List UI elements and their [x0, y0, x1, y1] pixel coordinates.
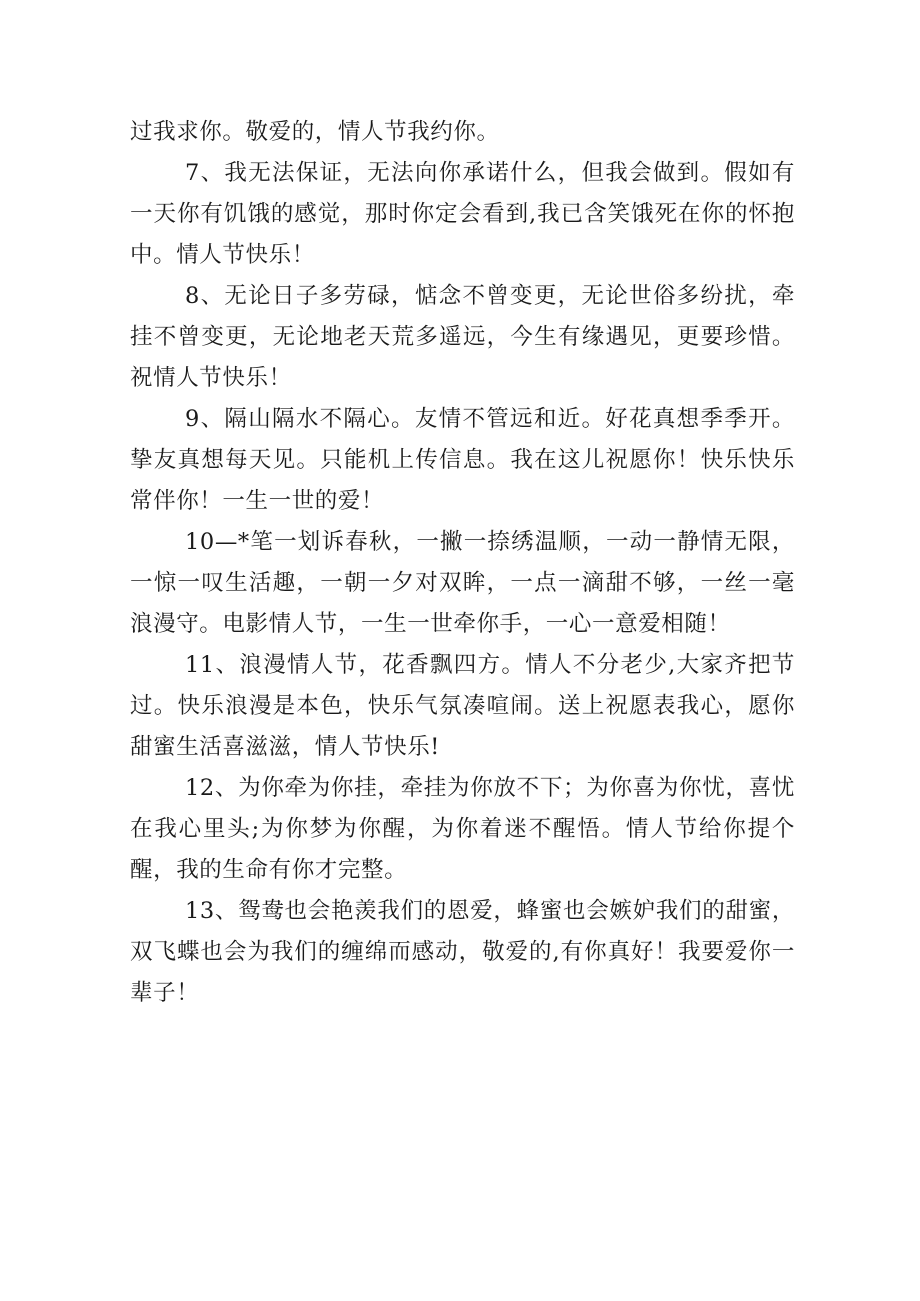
paragraph-item-7: 7、我无法保证，无法向你承诺什么，但我会做到。假如有一天你有饥饿的感觉，那时你定会看到,我已含笑饿死在你的怀抱中。情人节快乐！ — [130, 160, 795, 268]
paragraph-item-13: 13、鸳鸯也会艳羡我们的恩爱，蜂蜜也会嫉妒我们的甜蜜，双飞蝶也会为我们的缠绵而感动，敬爱的,有你真好！我要爱你一辈子！ — [130, 898, 795, 1006]
document-body — [130, 112, 795, 1014]
paragraph-item-9: 9、隔山隔水不隔心。友情不管远和近。好花真想季季开。挚友真想每天见。只能机上传信息。我在这儿祝愿你！快乐快乐常伴你！一生一世的爱！ — [130, 406, 795, 514]
paragraph-item-11: 11、浪漫情人节，花香飘四方。情人不分老少,大家齐把节过。快乐浪漫是本色，快乐气氛凑喧闹。送上祝愿表我心，愿你甜蜜生活喜滋滋，情人节快乐! — [130, 652, 795, 760]
paragraph-item-8: 8、无论日子多劳碌，惦念不曾变更，无论世俗多纷扰，牵挂不曾变更，无论地老天荒多遥远，今生有缘遇见，更要珍惜。祝情人节快乐！ — [130, 283, 795, 391]
paragraph-continuation: 过我求你。敬爱的，情人节我约你。 — [130, 119, 500, 145]
paragraph-item-12: 12、为你牵为你挂，牵挂为你放不下；为你喜为你忧，喜忧在我心里头;为你梦为你醒，为你着迷不醒悟。情人节给你提个醒，我的生命有你才完整。 — [130, 775, 795, 883]
paragraph-item-10: 10—*笔一划诉春秋，一撇一捺绣温顺，一动一静情无限，一惊一叹生活趣，一朝一夕对双眸，一点一滴甜不够，一丝一毫浪漫守。电影情人节，一生一世牵你手，一心一意爱相随！ — [130, 529, 795, 637]
